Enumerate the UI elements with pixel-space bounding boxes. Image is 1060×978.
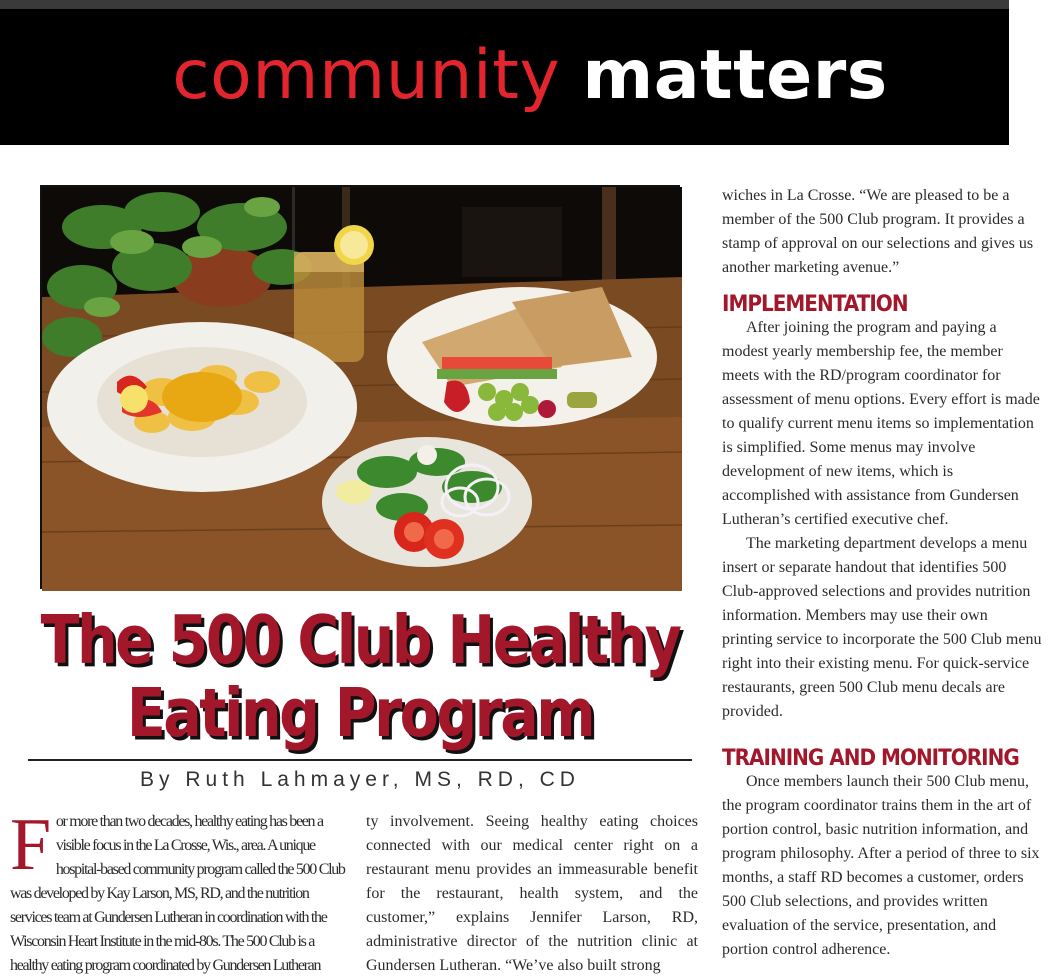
implementation-paragraph-1: After joining the program and paying a modest yearly membership fee, the member meets with the RD/program coordinator for assessment of menu options. Every effort is made to qualify current menu items so implementation is simplified. Some menus may involve development of new items, which is accomplished with assistance from Gundersen Lutheran’s certified executive chef. <box>722 319 1040 528</box>
implementation-paragraph-2: The marketing department develops a menu insert or separate handout that identifies 500 Club-approved selections and provides nutrition information. Members may use their own printing service to incorporate the 500 Club menu right into their existing menu. For quick-service restaurants, green 500 Club menu decals are provided. <box>722 535 1042 720</box>
subheading-training-monitoring: TRAINING AND MONITORING <box>722 744 1019 771</box>
headline-line-1: The 500 Club Healthy <box>40 601 680 680</box>
food-photo-illustration <box>42 187 682 591</box>
top-strip <box>0 0 1009 9</box>
section-banner <box>0 9 1009 145</box>
column-3-intro: wiches in La Crosse. “We are pleased to be a member of the 500 Club program. It provides a stamp of approval on our selections and gives us another marketing avenue.” <box>722 187 1034 276</box>
column-1-text: or more than two decades, healthy eating has been a visible focus in the La Crosse, Wis., area. A unique hospital-based community program called the 500 Club was developed by Kay Larson, MS, RD, and the nutrition services team at Gundersen Lutheran in coordination with the Wisconsin Heart Institute in the mid-80s. The 500 Club is a healthy eating program coordinated by Gundersen Lutheran <box>10 813 345 974</box>
section-title-word-matters: matters <box>582 36 888 115</box>
food-photo <box>40 185 680 589</box>
byline-divider <box>28 759 692 761</box>
section-title-word-community: community <box>172 36 561 115</box>
article-headline <box>28 601 692 753</box>
headline-line-2: Eating Program <box>126 674 594 753</box>
article-column-1 <box>10 804 346 978</box>
section-title <box>0 36 1060 116</box>
column-2-text: ty involvement. Seeing healthy eating choices connected with our medical center right on a restaurant menu provides an immeasurable benefit for the restaurant, health system, and the customer,” explains Jennifer Larson, RD, administrative director of the nutrition clinic at Gundersen Lutheran. “We’ve also built strong <box>366 813 698 974</box>
drop-cap: F <box>10 804 50 886</box>
article-column-2 <box>366 810 698 978</box>
article-column-3 <box>722 184 1042 962</box>
training-paragraph: Once members launch their 500 Club menu, the program coordinator trains them in the art of portion control, basic nutrition information, and program philosophy. After a period of three to six months, a staff RD becomes a customer, orders 500 Club selections, and provides written evaluation of the service, presentation, and portion control adherence. <box>722 773 1040 958</box>
byline: By Ruth Lahmayer, MS, RD, CD <box>140 768 580 791</box>
subheading-implementation: IMPLEMENTATION <box>722 290 908 317</box>
